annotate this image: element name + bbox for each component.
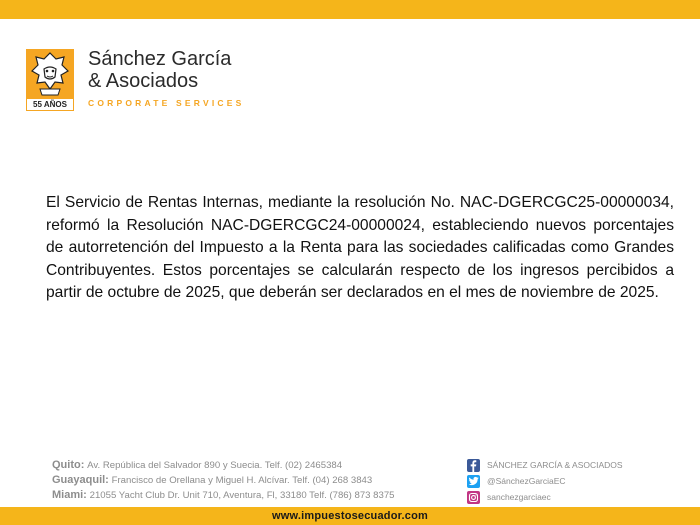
office-guayaquil bbox=[52, 473, 395, 488]
bottom-accent-bar bbox=[0, 507, 700, 525]
social-instagram[interactable] bbox=[467, 489, 623, 505]
social-label[interactable]: SÁNCHEZ GARCÍA & ASOCIADOS bbox=[487, 460, 623, 470]
announcement-text: El Servicio de Rentas Internas, mediante la resolución No. NAC-DGERCGC25-00000034, reformó la Resolución NAC-DGERCGC24-00000024, estableciendo nuevos porcentajes de autorretención del Impuesto a la Renta para las sociedades calificadas como Grandes Contribuyentes. Estos porcentajes se calcularán respecto de los ingresos percibidos a partir de octubre de 2025, que deberán ser declarados en el mes de noviembre de 2025. bbox=[46, 194, 674, 301]
brand-name-line1: Sánchez García bbox=[88, 48, 232, 70]
company-logo bbox=[26, 49, 74, 111]
lion-emblem-icon bbox=[26, 49, 74, 99]
social-links bbox=[467, 457, 623, 505]
website-link[interactable]: www.impuestosecuador.com bbox=[272, 510, 428, 522]
brand-name bbox=[88, 48, 231, 92]
office-city: Miami: bbox=[52, 489, 87, 501]
office-city: Guayaquil: bbox=[52, 474, 109, 486]
office-address: Francisco de Orellana y Miguel H. Alcívar. Telf. (04) 268 3843 bbox=[111, 475, 373, 486]
office-address: Av. República del Salvador 890 y Suecia. Telf. (02) 2465384 bbox=[87, 460, 343, 471]
office-quito bbox=[52, 458, 395, 473]
office-contacts bbox=[52, 458, 395, 503]
brand-name-line2: & Asociados bbox=[88, 70, 199, 92]
brand-tagline: CORPORATE SERVICES bbox=[88, 98, 245, 108]
twitter-icon[interactable] bbox=[467, 475, 480, 488]
office-address: 21055 Yacht Club Dr. Unit 710, Aventura, Fl, 33180 Telf. (786) 873 8375 bbox=[89, 490, 395, 501]
social-label[interactable]: sanchezgarciaec bbox=[487, 492, 551, 502]
social-label[interactable]: @SánchezGarciaEC bbox=[487, 476, 566, 486]
top-accent-bar bbox=[0, 0, 700, 19]
facebook-icon[interactable] bbox=[467, 459, 480, 472]
office-city: Quito: bbox=[52, 459, 85, 471]
anniversary-badge: 55 AÑOS bbox=[26, 98, 74, 111]
office-miami bbox=[52, 488, 395, 503]
social-twitter[interactable] bbox=[467, 473, 623, 489]
instagram-icon[interactable] bbox=[467, 491, 480, 504]
social-facebook[interactable] bbox=[467, 457, 623, 473]
